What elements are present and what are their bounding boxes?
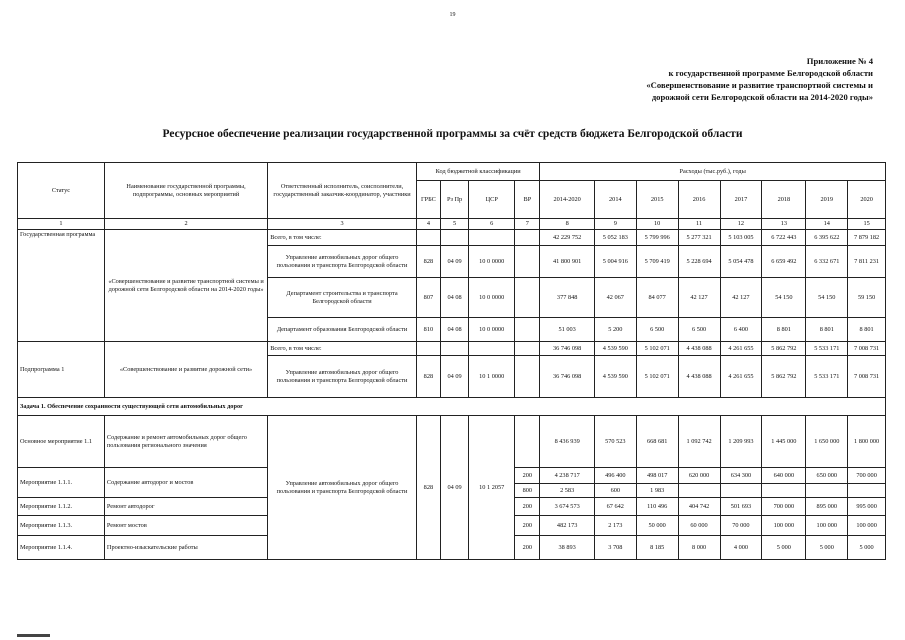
value-cell: 2 173	[594, 516, 636, 536]
value-cell: 8 801	[806, 318, 848, 342]
gosprogram-row	[18, 230, 886, 246]
col-num: 2	[104, 219, 267, 230]
header-year-3: 2016	[678, 181, 720, 219]
value-cell: 4 438 088	[678, 356, 720, 398]
code-grbs	[416, 342, 440, 356]
value-cell: 668 681	[636, 416, 678, 468]
value-cell: 7 811 231	[848, 246, 886, 278]
activity-name: Проектно-изыскательские работы	[104, 536, 267, 560]
value-cell: 995 000	[848, 498, 886, 516]
value-cell: 634 300	[720, 468, 762, 484]
value-cell: 5 277 321	[678, 230, 720, 246]
code-vr	[515, 318, 540, 342]
value-cell: 5 000	[762, 536, 806, 560]
code-csr: 10 0 0000	[469, 318, 515, 342]
value-cell: 1 445 000	[762, 416, 806, 468]
page-edge-mark	[17, 634, 50, 637]
value-cell: 640 000	[762, 468, 806, 484]
header-csr: ЦСР	[469, 181, 515, 219]
value-cell: 50 000	[636, 516, 678, 536]
code-grbs: 807	[416, 278, 440, 318]
header-year-7: 2020	[848, 181, 886, 219]
value-cell: 5 102 071	[636, 356, 678, 398]
value-cell: 42 229 752	[540, 230, 594, 246]
value-cell: 5 862 792	[762, 342, 806, 356]
value-cell: 5 103 005	[720, 230, 762, 246]
value-cell: 5 862 792	[762, 356, 806, 398]
value-cell: 7 008 731	[848, 342, 886, 356]
header-vr: ВР	[515, 181, 540, 219]
value-cell: 3 674 573	[540, 498, 594, 516]
value-cell: 600	[594, 484, 636, 498]
executor-cell: Всего, в том числе:	[268, 342, 417, 356]
value-cell: 6 659 492	[762, 246, 806, 278]
value-cell: 5 200	[594, 318, 636, 342]
code-csr	[469, 342, 515, 356]
value-cell: 70 000	[720, 516, 762, 536]
value-cell: 4 539 590	[594, 356, 636, 398]
header-rzpr: Рз Пр	[440, 181, 468, 219]
value-cell: 36 746 098	[540, 342, 594, 356]
value-cell: 67 642	[594, 498, 636, 516]
value-cell: 6 400	[720, 318, 762, 342]
main-activity-name: Содержание и ремонт автомобильных дорог общего пользования регионального значения	[104, 416, 267, 468]
code-csr: 10 0 0000	[469, 278, 515, 318]
code-vr: 200	[515, 468, 540, 484]
value-cell: 5 000	[848, 536, 886, 560]
value-cell	[806, 484, 848, 498]
value-cell	[720, 484, 762, 498]
value-cell: 4 000	[720, 536, 762, 560]
gosprogram-status: Государственная программа	[18, 230, 105, 342]
value-cell: 6 722 443	[762, 230, 806, 246]
col-num: 13	[762, 219, 806, 230]
value-cell: 84 077	[636, 278, 678, 318]
code-grbs: 828	[416, 246, 440, 278]
value-cell: 41 800 901	[540, 246, 594, 278]
value-cell: 36 746 098	[540, 356, 594, 398]
value-cell: 4 238 717	[540, 468, 594, 484]
value-cell: 8 185	[636, 536, 678, 560]
col-num: 10	[636, 219, 678, 230]
code-vr	[515, 342, 540, 356]
activity-status: Мероприятие 1.1.4.	[18, 536, 105, 560]
value-cell: 42 127	[720, 278, 762, 318]
code-vr: 200	[515, 516, 540, 536]
value-cell: 5 533 171	[806, 342, 848, 356]
value-cell: 7 879 182	[848, 230, 886, 246]
value-cell: 377 848	[540, 278, 594, 318]
col-num: 11	[678, 219, 720, 230]
header-year-2: 2015	[636, 181, 678, 219]
header-row-1	[18, 163, 886, 181]
code-vr: 200	[515, 536, 540, 560]
value-cell: 8 801	[762, 318, 806, 342]
appendix-line-3: «Совершенствование и развитие транспортной системы и	[646, 80, 873, 90]
value-cell: 650 000	[806, 468, 848, 484]
value-cell: 2 583	[540, 484, 594, 498]
value-cell: 496 400	[594, 468, 636, 484]
value-cell: 501 693	[720, 498, 762, 516]
col-num: 14	[806, 219, 848, 230]
value-cell: 5 004 916	[594, 246, 636, 278]
value-cell: 7 008 731	[848, 356, 886, 398]
value-cell	[762, 484, 806, 498]
col-num: 7	[515, 219, 540, 230]
value-cell: 5 054 478	[720, 246, 762, 278]
value-cell: 60 000	[678, 516, 720, 536]
header-year-5: 2018	[762, 181, 806, 219]
header-year-1: 2014	[594, 181, 636, 219]
value-cell: 1 092 742	[678, 416, 720, 468]
value-cell: 54 150	[762, 278, 806, 318]
header-year-4: 2017	[720, 181, 762, 219]
code-rzpr: 04 08	[440, 278, 468, 318]
main-activity-status: Основное мероприятие 1.1	[18, 416, 105, 468]
col-num: 8	[540, 219, 594, 230]
value-cell: 1 650 000	[806, 416, 848, 468]
value-cell: 4 438 088	[678, 342, 720, 356]
code-rzpr: 04 08	[440, 318, 468, 342]
value-cell: 1 800 000	[848, 416, 886, 468]
activities-rzpr: 04 09	[440, 416, 468, 560]
code-rzpr: 04 09	[440, 246, 468, 278]
value-cell: 620 000	[678, 468, 720, 484]
code-vr	[515, 356, 540, 398]
value-cell: 498 017	[636, 468, 678, 484]
activity-name: Ремонт автодорог	[104, 498, 267, 516]
value-cell: 5 533 171	[806, 356, 848, 398]
value-cell	[848, 484, 886, 498]
appendix-line-1: Приложение № 4	[806, 56, 873, 66]
value-cell: 6 395 622	[806, 230, 848, 246]
col-num: 1	[18, 219, 105, 230]
value-cell: 5 228 694	[678, 246, 720, 278]
code-rzpr	[440, 230, 468, 246]
value-cell: 100 000	[806, 516, 848, 536]
col-num: 4	[416, 219, 440, 230]
value-cell: 700 000	[848, 468, 886, 484]
col-num: 12	[720, 219, 762, 230]
main-activity-row	[18, 416, 886, 468]
code-csr	[469, 230, 515, 246]
value-cell: 100 000	[762, 516, 806, 536]
executor-cell: Департамент образования Белгородской области	[268, 318, 417, 342]
appendix-line-4: дорожной сети Белгородской области на 2014-2020 годы»	[651, 92, 873, 102]
value-cell: 4 261 655	[720, 342, 762, 356]
code-csr: 10 1 0000	[469, 356, 515, 398]
code-vr: 800	[515, 484, 540, 498]
code-vr	[515, 230, 540, 246]
col-num: 3	[268, 219, 417, 230]
value-cell: 1 209 993	[720, 416, 762, 468]
value-cell: 570 523	[594, 416, 636, 468]
executor-cell: Департамент строительства и транспорта Белгородской области	[268, 278, 417, 318]
activities-executor: Управление автомобильных дорог общего пользования и транспорта Белгородской области	[268, 416, 417, 560]
column-number-row	[18, 219, 886, 230]
code-vr: 200	[515, 498, 540, 516]
value-cell: 51 003	[540, 318, 594, 342]
value-cell: 5 052 183	[594, 230, 636, 246]
subprogram-status: Подпрограмма 1	[18, 342, 105, 398]
value-cell: 6 500	[678, 318, 720, 342]
code-vr	[515, 278, 540, 318]
col-num: 9	[594, 219, 636, 230]
value-cell: 700 000	[762, 498, 806, 516]
activity-name: Содержание автодорог и мостов	[104, 468, 267, 498]
value-cell: 5 102 071	[636, 342, 678, 356]
code-grbs: 828	[416, 356, 440, 398]
code-rzpr	[440, 342, 468, 356]
activity-status: Мероприятие 1.1.3.	[18, 516, 105, 536]
executor-cell: Управление автомобильных дорог общего пользования и транспорта Белгородской области	[268, 356, 417, 398]
document-title: Ресурсное обеспечение реализации государственной программы за счёт средств бюджета Белгородской области	[162, 128, 743, 140]
col-num: 5	[440, 219, 468, 230]
page-number: 19	[449, 12, 456, 18]
activity-status: Мероприятие 1.1.1.	[18, 468, 105, 498]
value-cell: 8 436 939	[540, 416, 594, 468]
value-cell: 5 799 996	[636, 230, 678, 246]
activities-grbs: 828	[416, 416, 440, 560]
code-grbs	[416, 230, 440, 246]
value-cell: 404 742	[678, 498, 720, 516]
value-cell: 42 067	[594, 278, 636, 318]
header-year-6: 2019	[806, 181, 848, 219]
value-cell: 6 332 671	[806, 246, 848, 278]
task-row	[18, 398, 886, 416]
value-cell: 6 500	[636, 318, 678, 342]
value-cell: 482 173	[540, 516, 594, 536]
executor-cell: Всего, в том числе:	[268, 230, 417, 246]
value-cell: 38 893	[540, 536, 594, 560]
executor-cell: Управление автомобильных дорог общего пользования и транспорта Белгородской области	[268, 246, 417, 278]
appendix-header	[646, 55, 873, 103]
value-cell	[678, 484, 720, 498]
value-cell: 8 000	[678, 536, 720, 560]
value-cell: 3 708	[594, 536, 636, 560]
subprogram-row	[18, 342, 886, 356]
resource-table	[17, 162, 886, 560]
value-cell: 8 801	[848, 318, 886, 342]
subprogram-name: «Совершенствование и развитие дорожной сети»	[104, 342, 267, 398]
value-cell: 4 261 655	[720, 356, 762, 398]
header-year-0: 2014-2020	[540, 181, 594, 219]
value-cell: 4 539 590	[594, 342, 636, 356]
value-cell: 5 000	[806, 536, 848, 560]
col-num: 6	[469, 219, 515, 230]
value-cell: 110 496	[636, 498, 678, 516]
header-grbs: ГРБС	[416, 181, 440, 219]
code-rzpr: 04 09	[440, 356, 468, 398]
code-vr	[515, 416, 540, 468]
activity-status: Мероприятие 1.1.2.	[18, 498, 105, 516]
header-executor: Ответственный исполнитель, соисполнители, государственный заказчик-координатор, участники	[268, 163, 417, 219]
value-cell: 5 709 419	[636, 246, 678, 278]
header-name: Наименование государственной программы, подпрограммы, основных мероприятий	[104, 163, 267, 219]
header-budget-code: Код бюджетной классификации	[416, 163, 540, 181]
task-title: Задача 1. Обеспечение сохранности существующей сети автомобильных дорог	[18, 398, 886, 416]
value-cell: 54 150	[806, 278, 848, 318]
activity-name: Ремонт мостов	[104, 516, 267, 536]
value-cell: 59 150	[848, 278, 886, 318]
appendix-line-2: к государственной программе Белгородской области	[668, 68, 873, 78]
code-grbs: 810	[416, 318, 440, 342]
header-status: Статус	[18, 163, 105, 219]
code-vr	[515, 246, 540, 278]
gosprogram-name: «Совершенствование и развитие транспортной системы и дорожной сети Белгородской области на 2014-2020 годы»	[104, 230, 267, 342]
activities-csr: 10 1 2057	[469, 416, 515, 560]
code-csr: 10 0 0000	[469, 246, 515, 278]
value-cell: 42 127	[678, 278, 720, 318]
col-num: 15	[848, 219, 886, 230]
header-expenses: Расходы (тыс.руб.), годы	[540, 163, 886, 181]
value-cell: 895 000	[806, 498, 848, 516]
value-cell: 100 000	[848, 516, 886, 536]
value-cell: 1 983	[636, 484, 678, 498]
